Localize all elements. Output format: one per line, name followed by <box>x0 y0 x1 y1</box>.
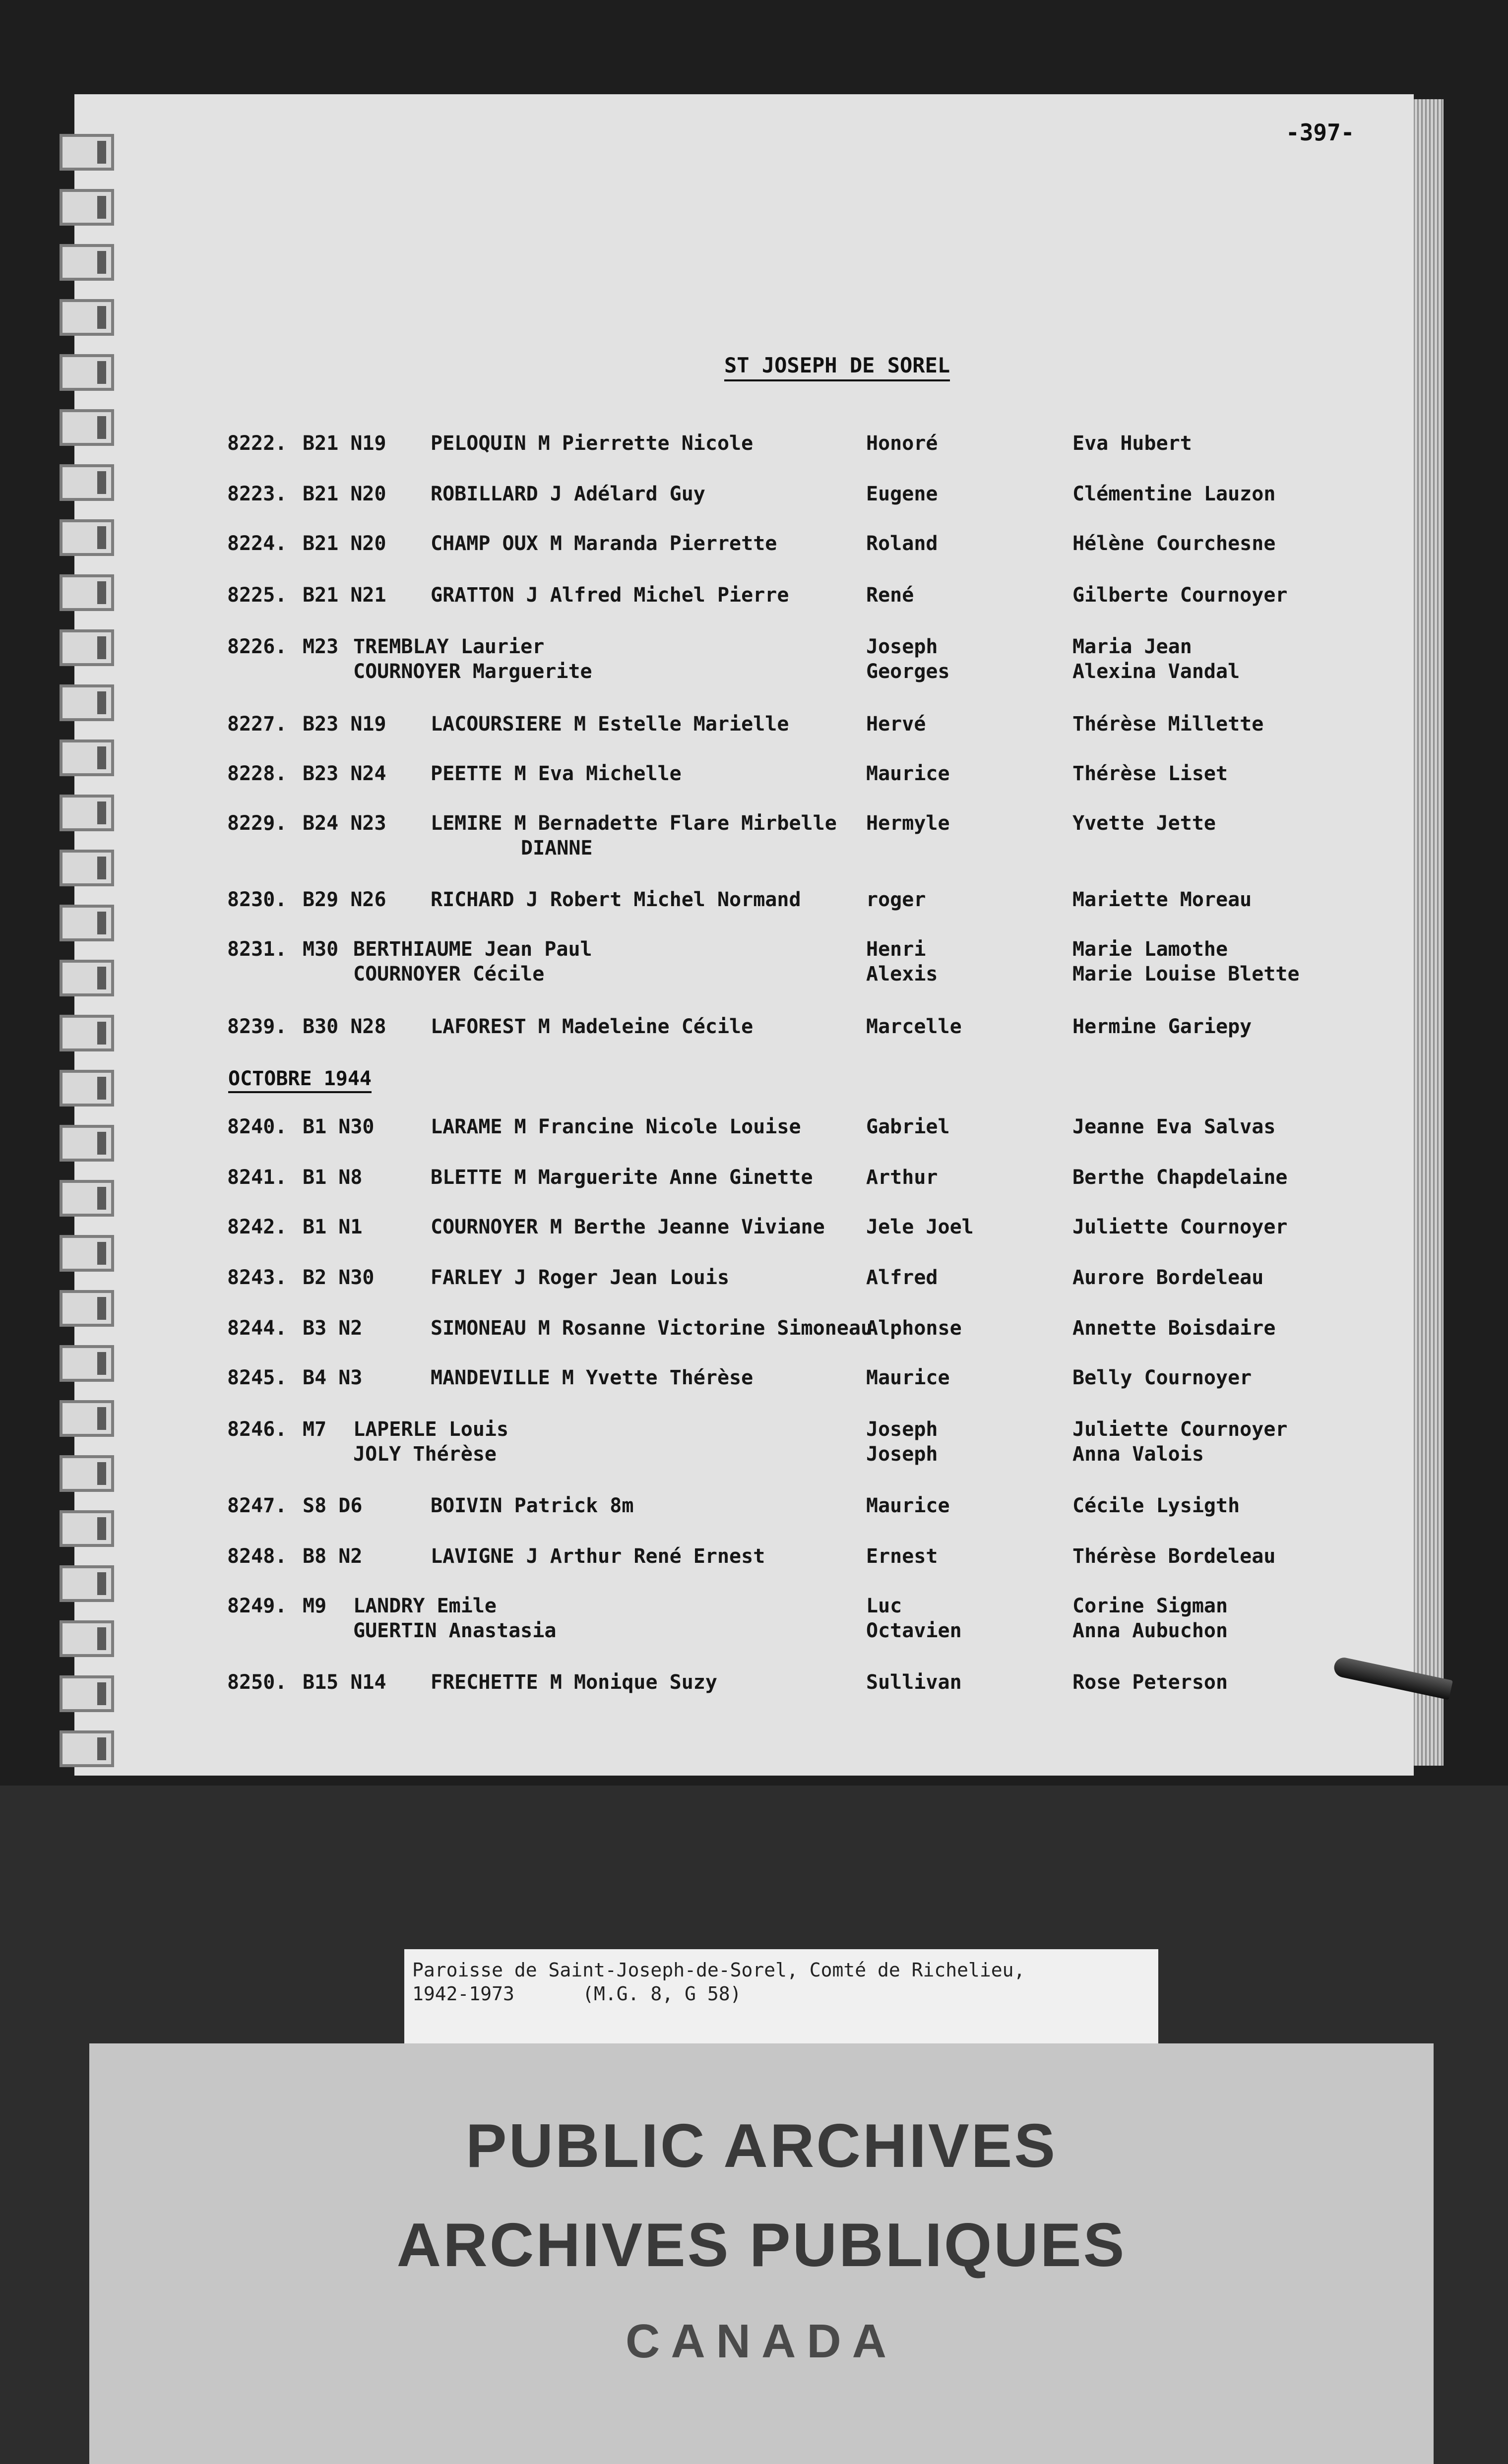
entry-subject: GRATTON J Alfred Michel Pierre <box>431 584 789 607</box>
entry-father: Joseph <box>866 635 938 658</box>
entry-number: 8222. <box>227 432 287 455</box>
entry-register-code: B15 N14 <box>303 1671 386 1694</box>
binding-ring <box>60 1730 114 1767</box>
binding-ring <box>60 1015 114 1051</box>
entry-subject: LAFOREST M Madeleine Cécile <box>431 1015 754 1038</box>
entry-subject: CHAMP OUX M Maranda Pierrette <box>431 532 777 555</box>
entry-father: Marcelle <box>866 1015 962 1038</box>
entry-mother: Berthe Chapdelaine <box>1072 1166 1288 1189</box>
entry-number: 8249. <box>227 1595 287 1617</box>
entry-subject: SIMONEAU M Rosanne Victorine Simoneau <box>431 1317 873 1340</box>
entry-mother: Hélène Courchesne <box>1072 532 1276 555</box>
entry-register-code: S8 D6 <box>303 1494 363 1517</box>
entry-register-code: M7 <box>303 1418 327 1441</box>
binding-ring <box>60 1235 114 1272</box>
entry-number: 8242. <box>227 1216 287 1238</box>
entry-subject: FRECHETTE M Monique Suzy <box>431 1671 717 1694</box>
entry-mother: Annette Boisdaire <box>1072 1317 1276 1340</box>
entry-register-code: B3 N2 <box>303 1317 363 1340</box>
binding-ring <box>60 629 114 666</box>
binding-ring <box>60 905 114 941</box>
entry-subject-second-line: DIANNE <box>521 837 593 860</box>
entry-mother: Clémentine Lauzon <box>1072 483 1276 505</box>
entry-number: 8225. <box>227 584 287 607</box>
register-page <box>74 94 1414 1776</box>
entry-number: 8247. <box>227 1494 287 1517</box>
entry-register-code: B8 N2 <box>303 1545 363 1568</box>
binding-ring <box>60 1070 114 1107</box>
entry-mother-second-line: Anna Valois <box>1072 1443 1204 1466</box>
entry-register-code: B2 N30 <box>303 1266 375 1289</box>
entry-mother: Cécile Lysigth <box>1072 1494 1240 1517</box>
entry-subject: FARLEY J Roger Jean Louis <box>431 1266 730 1289</box>
entry-subject: BERTHIAUME Jean Paul <box>353 938 592 961</box>
binding-ring <box>60 464 114 501</box>
binding-ring <box>60 1510 114 1547</box>
binding-ring <box>60 1180 114 1217</box>
plaque-line-2: ARCHIVES PUBLIQUES <box>396 2211 1127 2279</box>
entry-register-code: M9 <box>303 1595 327 1617</box>
entry-father: Joseph <box>866 1418 938 1441</box>
entry-mother: Juliette Cournoyer <box>1072 1216 1288 1238</box>
entry-father: Alfred <box>866 1266 938 1289</box>
entry-mother: Juliette Cournoyer <box>1072 1418 1288 1441</box>
binding-ring <box>60 574 114 611</box>
archive-caption <box>404 1949 1158 2048</box>
entry-subject: LANDRY Emile <box>353 1595 497 1617</box>
entry-subject: RICHARD J Robert Michel Normand <box>431 888 801 911</box>
binding-ring <box>60 1565 114 1602</box>
entry-subject: TREMBLAY Laurier <box>353 635 545 658</box>
entry-subject-second-line: COURNOYER Marguerite <box>353 660 592 683</box>
parish-heading: ST JOSEPH DE SOREL <box>724 353 950 381</box>
caption-line-1: Paroisse de Saint-Joseph-de-Sorel, Comté de Richelieu, <box>412 1959 1025 1981</box>
binding-ring <box>60 795 114 831</box>
entry-subject: MANDEVILLE M Yvette Thérèse <box>431 1366 754 1389</box>
entry-mother: Aurore Bordeleau <box>1072 1266 1264 1289</box>
entry-number: 8243. <box>227 1266 287 1289</box>
entry-register-code: B1 N1 <box>303 1216 363 1238</box>
entry-register-code: B21 N20 <box>303 483 386 505</box>
entry-number: 8229. <box>227 812 287 835</box>
entry-father: Ernest <box>866 1545 938 1568</box>
binding-ring <box>60 519 114 556</box>
entry-father: Eugene <box>866 483 938 505</box>
entry-register-code: B29 N26 <box>303 888 386 911</box>
month-heading: OCTOBRE 1944 <box>228 1067 372 1093</box>
entry-father: Roland <box>866 532 938 555</box>
entry-number: 8245. <box>227 1366 287 1389</box>
binding-ring <box>60 1620 114 1657</box>
page-number: -397- <box>1286 119 1355 146</box>
entry-register-code: M23 <box>303 635 339 658</box>
binding-ring <box>60 739 114 776</box>
entry-number: 8250. <box>227 1671 287 1694</box>
entry-mother: Hermine Gariepy <box>1072 1015 1252 1038</box>
binding-ring <box>60 244 114 281</box>
entry-number: 8228. <box>227 762 287 785</box>
entry-mother-second-line: Marie Louise Blette <box>1072 963 1300 986</box>
entry-mother: Jeanne Eva Salvas <box>1072 1115 1276 1138</box>
binding-ring <box>60 134 114 171</box>
entry-register-code: B4 N3 <box>303 1366 363 1389</box>
plaque-line-3: CANADA <box>626 2315 897 2368</box>
entry-mother: Marie Lamothe <box>1072 938 1228 961</box>
binding-ring <box>60 1345 114 1382</box>
entry-father: Jele Joel <box>866 1216 974 1238</box>
entry-register-code: B23 N24 <box>303 762 386 785</box>
binding-ring <box>60 409 114 446</box>
entry-register-code: B21 N19 <box>303 432 386 455</box>
entry-father: Hervé <box>866 713 926 736</box>
binding-ring <box>60 684 114 721</box>
entry-register-code: B21 N21 <box>303 584 386 607</box>
entry-father: Alphonse <box>866 1317 962 1340</box>
entry-subject: COURNOYER M Berthe Jeanne Viviane <box>431 1216 825 1238</box>
entry-father-second-line: Georges <box>866 660 950 683</box>
entry-number: 8227. <box>227 713 287 736</box>
binding-ring <box>60 1290 114 1327</box>
entry-father: Sullivan <box>866 1671 962 1694</box>
entry-subject-second-line: JOLY Thérèse <box>353 1443 497 1466</box>
entry-mother: Eva Hubert <box>1072 432 1192 455</box>
entry-mother: Mariette Moreau <box>1072 888 1252 911</box>
entry-subject: PELOQUIN M Pierrette Nicole <box>431 432 754 455</box>
entry-number: 8226. <box>227 635 287 658</box>
binding-ring <box>60 1675 114 1712</box>
entry-father-second-line: Alexis <box>866 963 938 986</box>
entry-subject: ROBILLARD J Adélard Guy <box>431 483 705 505</box>
binding-ring <box>60 1455 114 1492</box>
archives-plaque <box>89 2043 1434 2464</box>
entry-subject: LAVIGNE J Arthur René Ernest <box>431 1545 765 1568</box>
entry-number: 8231. <box>227 938 287 961</box>
entry-subject: LEMIRE M Bernadette Flare Mirbelle <box>431 812 837 835</box>
entry-number: 8244. <box>227 1317 287 1340</box>
entry-father: roger <box>866 888 926 911</box>
entry-mother: Gilberte Cournoyer <box>1072 584 1288 607</box>
entry-father-second-line: Joseph <box>866 1443 938 1466</box>
binding-ring <box>60 354 114 391</box>
entry-register-code: B30 N28 <box>303 1015 386 1038</box>
entry-mother: Maria Jean <box>1072 635 1192 658</box>
entry-number: 8241. <box>227 1166 287 1189</box>
entry-number: 8248. <box>227 1545 287 1568</box>
entry-subject: BLETTE M Marguerite Anne Ginette <box>431 1166 813 1189</box>
entry-father: René <box>866 584 914 607</box>
entry-register-code: B24 N23 <box>303 812 386 835</box>
plaque-line-1: PUBLIC ARCHIVES <box>465 2112 1058 2180</box>
entry-mother: Rose Peterson <box>1072 1671 1228 1694</box>
caption-line-2: 1942-1973 (M.G. 8, G 58) <box>412 1983 742 2005</box>
entry-father: Hermyle <box>866 812 950 835</box>
entry-subject: LARAME M Francine Nicole Louise <box>431 1115 801 1138</box>
entry-father: Honoré <box>866 432 938 455</box>
entry-subject: PEETTE M Eva Michelle <box>431 762 682 785</box>
entry-father: Henri <box>866 938 926 961</box>
entry-subject: LAPERLE Louis <box>353 1418 509 1441</box>
entry-register-code: B23 N19 <box>303 713 386 736</box>
binding-ring <box>60 960 114 996</box>
entry-father: Gabriel <box>866 1115 950 1138</box>
entry-number: 8240. <box>227 1115 287 1138</box>
entry-mother: Corine Sigman <box>1072 1595 1228 1617</box>
entry-father: Maurice <box>866 1494 950 1517</box>
entry-register-code: B21 N20 <box>303 532 386 555</box>
entry-mother: Thérèse Bordeleau <box>1072 1545 1276 1568</box>
entry-father: Maurice <box>866 762 950 785</box>
entry-number: 8223. <box>227 483 287 505</box>
entry-father-second-line: Octavien <box>866 1619 962 1642</box>
entry-subject-second-line: COURNOYER Cécile <box>353 963 545 986</box>
binding-ring <box>60 1400 114 1437</box>
entry-father: Maurice <box>866 1366 950 1389</box>
entry-mother-second-line: Anna Aubuchon <box>1072 1619 1228 1642</box>
binding-ring <box>60 299 114 336</box>
binding-ring <box>60 850 114 886</box>
binding-ring <box>60 189 114 226</box>
entry-subject: BOIVIN Patrick 8m <box>431 1494 634 1517</box>
entry-register-code: M30 <box>303 938 339 961</box>
entry-mother: Thérèse Liset <box>1072 762 1228 785</box>
entry-mother: Thérèse Millette <box>1072 713 1264 736</box>
entry-subject: LACOURSIERE M Estelle Marielle <box>431 713 789 736</box>
entry-subject-second-line: GUERTIN Anastasia <box>353 1619 557 1642</box>
entry-mother: Belly Cournoyer <box>1072 1366 1252 1389</box>
entry-father: Arthur <box>866 1166 938 1189</box>
binding-ring <box>60 1125 114 1162</box>
entry-father: Luc <box>866 1595 902 1617</box>
entry-register-code: B1 N8 <box>303 1166 363 1189</box>
entry-number: 8230. <box>227 888 287 911</box>
entry-mother-second-line: Alexina Vandal <box>1072 660 1240 683</box>
entry-number: 8246. <box>227 1418 287 1441</box>
entry-mother: Yvette Jette <box>1072 812 1216 835</box>
entry-number: 8224. <box>227 532 287 555</box>
entry-number: 8239. <box>227 1015 287 1038</box>
entry-register-code: B1 N30 <box>303 1115 375 1138</box>
